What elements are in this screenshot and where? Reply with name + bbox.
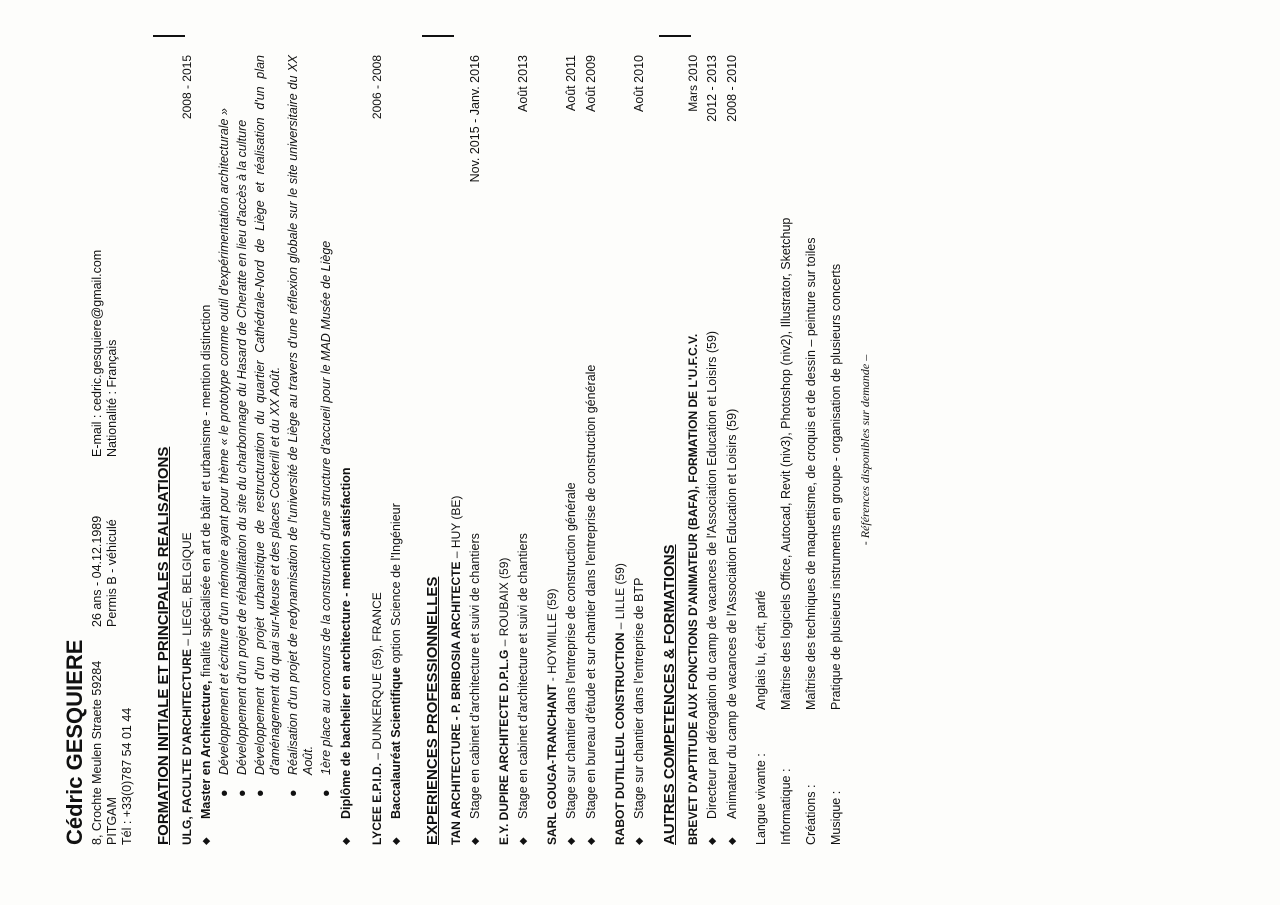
list-item: ◆ Stage en bureau d'étude et sur chantier dans l'entreprise de construction générale Août 2009: [584, 55, 598, 845]
org-lycee: LYCEE E.P.I.D. – DUNKERQUE (59), FRANCE 2006 - 2008: [370, 55, 384, 845]
date: Août 2010: [632, 55, 646, 112]
date: Août 2009: [584, 55, 598, 112]
org-job: TAN ARCHITECTURE - P. BRIBOSIA ARCHITECTE – HUY (BE): [449, 495, 463, 845]
list-item: ◆ Baccalauréat Scientifique option Science de l'Ingénieur: [389, 503, 403, 845]
org-job: E.Y. DUPIRE ARCHITECTE D.P.L.G – ROUBAIX (59): [497, 557, 511, 845]
date: Août 2013: [516, 55, 530, 112]
bullet-icon: ●: [319, 789, 333, 797]
org-ulg: ULG, FACULTE D'ARCHITECTURE – LIEGE, BELGIQUE 2008 - 2015: [180, 55, 194, 845]
list-item: ◆ Animateur du camp de vacances de l'Association Education et Loisirs (59) 2008 - 2010: [725, 55, 739, 845]
phone: Tél : +33(0)787 54 01 44: [120, 707, 134, 845]
skills-list: [754, 55, 844, 845]
diamond-bullet-icon: ◆: [391, 837, 402, 845]
list-item: ◆ Diplôme de bachelier en architecture - mention satisfaction: [339, 467, 353, 845]
list-item: ◆ Directeur par dérogation du camp de vacances de l'Association Education et Loisirs (59) 2012 - 2013: [705, 55, 719, 845]
list-item: ◆ Stage en cabinet d'architecture et suivi de chantiers Août 2013: [516, 55, 530, 845]
list-item: ● Développement d'un projet urbanistique de restructuration du quartier Cathédrale-Nord de Liège et réalisation d'un plan d'aménagement du quai sur-Meuse et des places Cockerill et du XX Août.: [253, 55, 282, 797]
section-title-formation: FORMATION INITIALE ET PRINCIPALES REALISATIONS: [155, 446, 172, 845]
references-note: - Références disponibles sur demande –: [858, 354, 872, 546]
diamond-bullet-icon: ◆: [566, 837, 577, 845]
diamond-bullet-icon: ◆: [727, 837, 738, 845]
section-rule: [422, 35, 454, 37]
age: 26 ans - 04.12.1989: [90, 515, 104, 627]
diamond-bullet-icon: ◆: [470, 837, 481, 845]
skill-row: Musique : Pratique de plusieurs instruments en groupe - organisation de plusieurs concerts: [829, 263, 843, 845]
org-job: SARL GOUGA-TRANCHANT - HOYMILLE (59): [545, 588, 559, 845]
list-item: ● Réalisation d'un projet de redynamisation de l'université de Liège au travers d'une réflexion globale sur le site universitaire du XX Août.: [286, 55, 315, 797]
contact-block: [90, 55, 135, 845]
list-item: ● 1ère place au concours de la construction d'une structure d'accueil pour le MAD Musée de Liège: [319, 240, 333, 797]
list-item: ◆ Stage sur chantier dans l'entreprise de BTP Août 2010: [632, 55, 646, 845]
section-rule: [153, 35, 185, 37]
diamond-bullet-icon: ◆: [707, 837, 718, 845]
bullet-icon: ●: [286, 789, 300, 797]
section-title-experience: EXPERIENCES PROFESSIONNELLES: [424, 576, 441, 845]
org-bafa: BREVET D'APTITUDE AUX FONCTIONS D'ANIMATEUR (BAFA), FORMATION DE L'U.F.C.V. Mars 2010: [686, 55, 700, 845]
cv-content: [62, 55, 873, 845]
section-title-competences: AUTRES COMPETENCES & FORMATIONS: [661, 544, 678, 845]
section-rule: [659, 35, 691, 37]
diamond-bullet-icon: ◆: [341, 837, 352, 845]
skill-row: Créations : Maîtrise des techniques de maquettisme, de croquis et de dessin – peinture sur toiles: [804, 237, 818, 845]
skill-row: Langue vivante : Anglais lu, écrit, parlé: [754, 590, 768, 845]
list-item: ◆ Master en Architecture, finalité spécialisée en art de bâtir et urbanisme - mention distinction: [199, 304, 213, 845]
date: 2006 - 2008: [370, 55, 384, 120]
nationality: Nationalité : Français: [105, 339, 119, 457]
list-item: ◆ Stage sur chantier dans l'entreprise de construction générale Août 2011: [564, 55, 578, 845]
date: 2008 - 2010: [725, 55, 739, 122]
diamond-bullet-icon: ◆: [586, 837, 597, 845]
list-item: ● Développement d'un projet de réhabilitation du site du charbonnage du Hasard de Cheratte en lieu d'accès à la culture: [235, 119, 249, 797]
bullet-icon: ●: [253, 789, 267, 797]
address: 8, Crochte Meulen Straete 59284 PITGAM: [90, 660, 119, 845]
skill-row: Informatique : Maîtrise des logiciels Office, Autocad, Revit (niv3), Photoshop (niv2), Illustrator, Sketchup: [779, 217, 793, 845]
email: E-mail : cedric.gesquiere@gmail.com: [90, 249, 104, 457]
bullet-icon: ●: [217, 789, 231, 797]
bullet-icon: ●: [235, 789, 249, 797]
diamond-bullet-icon: ◆: [201, 837, 212, 845]
candidate-name: Cédric GESQUIERE: [62, 639, 87, 845]
date: Nov. 2015 - Janv. 2016: [468, 55, 482, 183]
project-list: [217, 55, 334, 797]
date: 2012 - 2013: [705, 55, 719, 122]
org-job: RABOT DUTILLEUL CONSTRUCTION – LILLE (59): [613, 563, 627, 845]
list-item: ◆ Stage en cabinet d'architecture et suivi de chantiers Nov. 2015 - Janv. 2016: [468, 55, 482, 845]
list-item: ● Développement et écriture d'un mémoire ayant pour thème « le prototype comme outil d'expérimentation architecturale »: [217, 108, 231, 797]
date: Mars 2010: [686, 55, 700, 112]
diamond-bullet-icon: ◆: [634, 837, 645, 845]
date: Août 2011: [564, 55, 578, 112]
diamond-bullet-icon: ◆: [518, 837, 529, 845]
permit: Permis B - véhiculé: [105, 519, 119, 627]
date: 2008 - 2015: [180, 55, 194, 120]
